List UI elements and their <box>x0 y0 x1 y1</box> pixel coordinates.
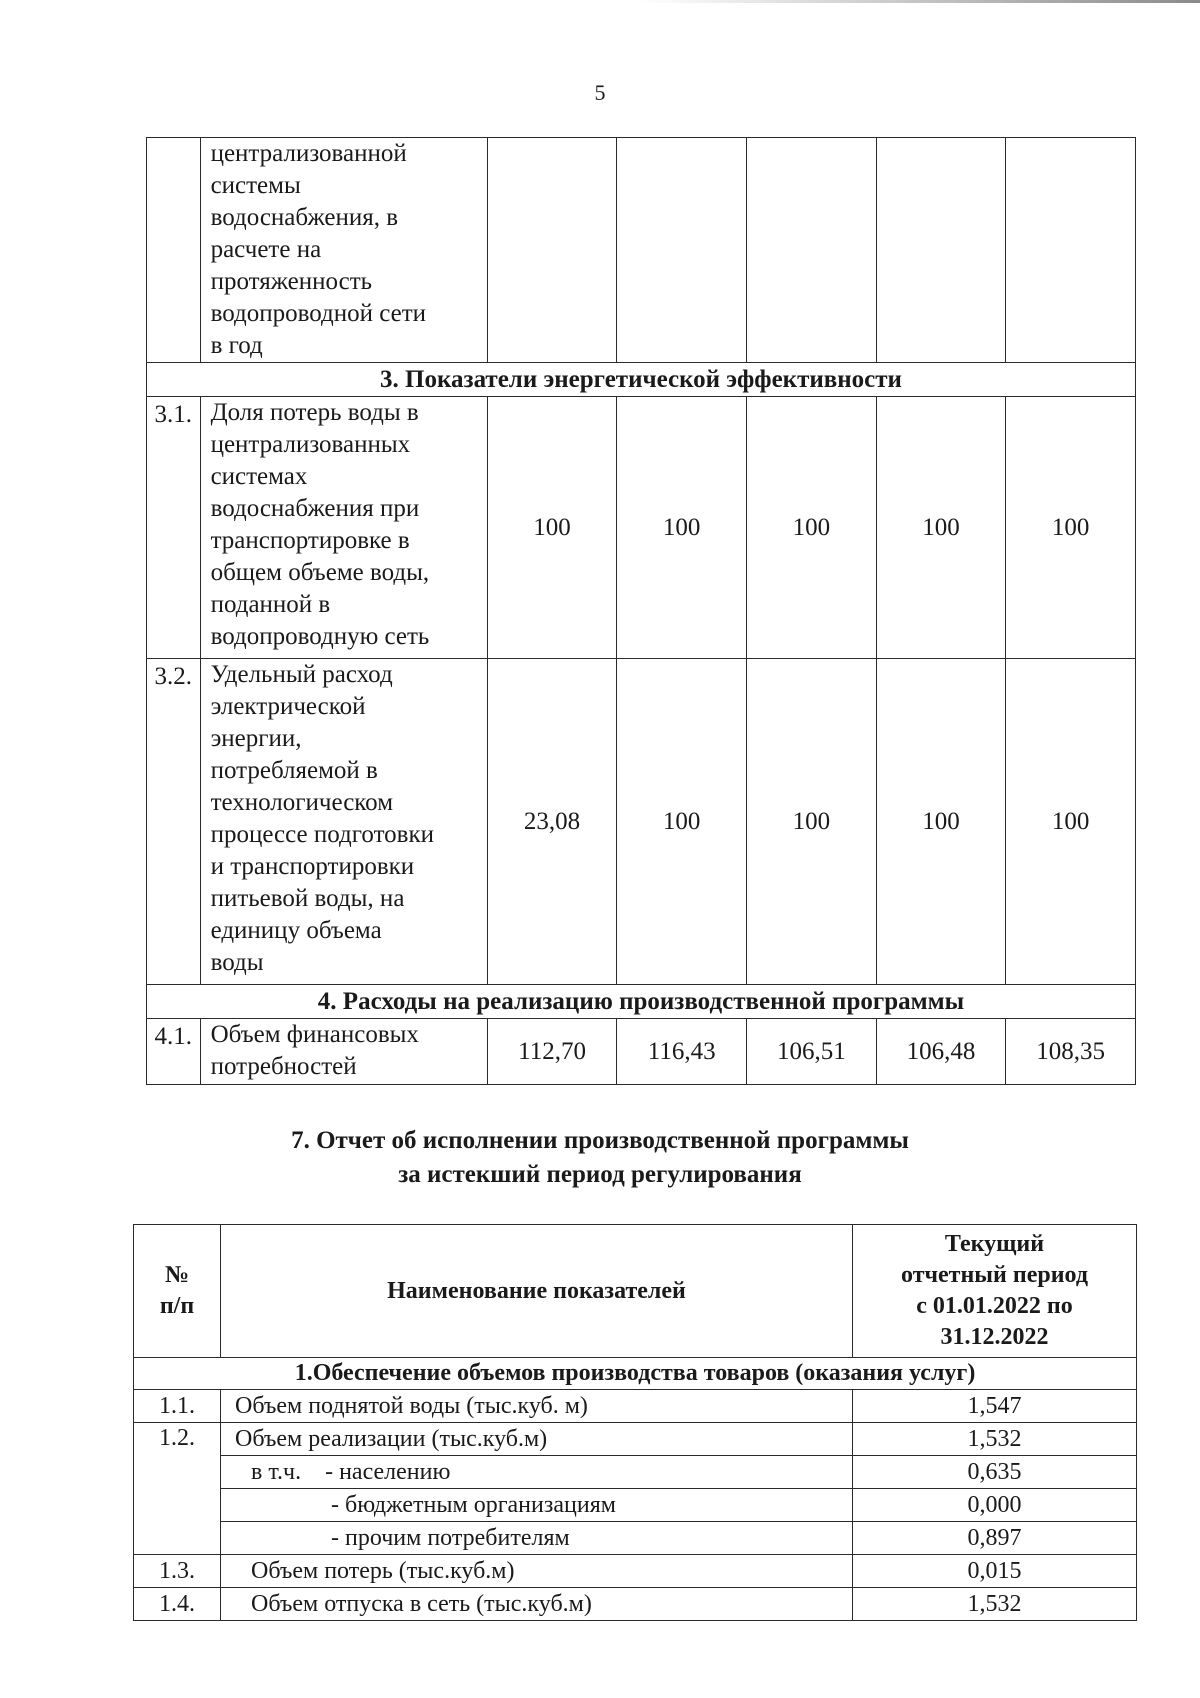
section-row <box>147 363 1136 397</box>
table-row <box>134 1588 1137 1621</box>
row-number: 4.1. <box>147 1019 201 1085</box>
section-row <box>147 985 1136 1019</box>
header-number: № п/п <box>134 1225 221 1358</box>
indicator-name-cell: централизованной системы водоснабжения, в расчете на протяженность водопроводной сети в год <box>200 138 487 363</box>
value-cell: 0,897 <box>853 1522 1137 1555</box>
value-cell <box>487 138 617 363</box>
value-cell: 106,48 <box>876 1019 1006 1085</box>
value-cell: 100 <box>1006 397 1136 659</box>
indicator-name: - прочим потребителям <box>221 1522 853 1555</box>
indicator-name: в т.ч. - населению <box>221 1456 853 1489</box>
section-heading <box>0 1124 1200 1192</box>
value-cell: 0,015 <box>853 1555 1137 1588</box>
value-cell: 100 <box>876 397 1006 659</box>
value-cell: 1,532 <box>853 1588 1137 1621</box>
table-row <box>134 1456 1137 1489</box>
value-cell: 108,35 <box>1006 1019 1136 1085</box>
row-number-cell <box>147 138 201 363</box>
section-title: 1.Обеспечение объемов производства товаров (оказания услуг) <box>134 1358 1137 1390</box>
row-number: 1.3. <box>134 1555 221 1588</box>
row-number: 3.2. <box>147 659 201 985</box>
row-number: 3.1. <box>147 397 201 659</box>
value-cell: 100 <box>876 659 1006 985</box>
section-title: 4. Расходы на реализацию производственной программы <box>147 985 1136 1019</box>
value-cell: 23,08 <box>487 659 617 985</box>
value-cell <box>747 138 877 363</box>
value-cell <box>876 138 1006 363</box>
row-number: 1.4. <box>134 1588 221 1621</box>
indicator-name: Объем потерь (тыс.куб.м) <box>221 1555 853 1588</box>
indicator-name-cell: Объем финансовых потребностей <box>200 1019 487 1085</box>
table-row <box>134 1555 1137 1588</box>
section-row <box>134 1358 1137 1390</box>
table-row <box>134 1423 1137 1456</box>
value-cell: 100 <box>1006 659 1136 985</box>
indicator-name: Объем поднятой воды (тыс.куб. м) <box>221 1390 853 1423</box>
value-cell: 100 <box>617 397 747 659</box>
table-row <box>134 1522 1137 1555</box>
section-title: 3. Показатели энергетической эффективности <box>147 363 1136 397</box>
value-cell: 100 <box>747 397 877 659</box>
indicator-name-cell: Удельный расход электрической энергии, потребляемой в технологическом процессе подготовки и транспортировки питьевой воды, на единицу объема воды <box>200 659 487 985</box>
value-cell: 100 <box>747 659 877 985</box>
page-number: 5 <box>594 80 606 105</box>
value-cell <box>1006 138 1136 363</box>
row-number: 1.2. <box>134 1423 221 1555</box>
table-row <box>134 1390 1137 1423</box>
value-cell: 0,635 <box>853 1456 1137 1489</box>
value-cell: 106,51 <box>747 1019 877 1085</box>
value-cell: 100 <box>487 397 617 659</box>
header-name: Наименование показателей <box>221 1225 853 1358</box>
indicator-name: - бюджетным организациям <box>221 1489 853 1522</box>
table-row <box>147 659 1136 985</box>
heading-line: за истекший период регулирования <box>398 1161 802 1188</box>
value-cell: 1,547 <box>853 1390 1137 1423</box>
scan-edge <box>640 0 1200 3</box>
indicators-table <box>146 137 1136 1085</box>
table-row <box>147 138 1136 363</box>
value-cell <box>617 138 747 363</box>
value-cell: 0,000 <box>853 1489 1137 1522</box>
header-period: Текущий отчетный период с 01.01.2022 по 31.12.2022 <box>853 1225 1137 1358</box>
table-row <box>134 1489 1137 1522</box>
row-number: 1.1. <box>134 1390 221 1423</box>
value-cell: 100 <box>617 659 747 985</box>
value-cell: 1,532 <box>853 1423 1137 1456</box>
indicator-name: Объем отпуска в сеть (тыс.куб.м) <box>221 1588 853 1621</box>
heading-line: 7. Отчет об исполнении производственной программы <box>291 1127 909 1154</box>
header-row <box>134 1225 1137 1358</box>
indicator-name-cell: Доля потерь воды в централизованных системах водоснабжения при транспортировке в общем объеме воды, поданной в водопроводную сеть <box>200 397 487 659</box>
report-table <box>133 1224 1137 1621</box>
table-row <box>147 397 1136 659</box>
indicator-name: Объем реализации (тыс.куб.м) <box>221 1423 853 1456</box>
value-cell: 116,43 <box>617 1019 747 1085</box>
value-cell: 112,70 <box>487 1019 617 1085</box>
table-row <box>147 1019 1136 1085</box>
